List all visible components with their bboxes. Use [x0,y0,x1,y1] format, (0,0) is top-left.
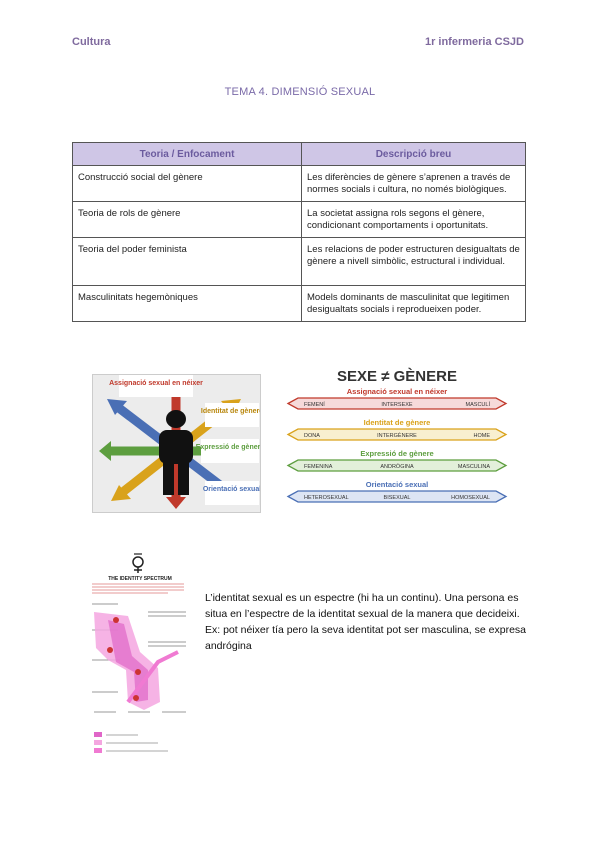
gender-dimensions-figure [92,374,261,513]
column-header-theory: Teoria / Enfocament [73,143,302,166]
table-cell-description: Les diferències de gènere s’aprenen a través de normes socials i cultura, no només biològiques. [302,166,526,202]
label-assigned-sex: Assignació sexual en néixer [109,380,203,387]
table-cell-theory: Teoria del poder feminista [73,238,302,286]
column-header-description: Descripció breu [302,143,526,166]
table-cell-theory: Construcció social del gènere [73,166,302,202]
spectrum-item: DONA [304,433,320,439]
spectrum-bar-title: Assignació sexual en néixer [346,387,448,396]
table-row [73,286,526,322]
label-sexual-orientation: Orientació sexual [202,486,260,493]
spectrum-bar-title: Orientació sexual [365,480,429,489]
identity-paragraph: L’identitat sexual es un espectre (hi ha un continu). Una persona es situa en l’espectre de la identitat sexual de la manera que decideixi. Ex: pot néixer tía pero la seva identitat pot ser masculina, se expresa andrógina [205,592,527,652]
spectrum-bar-title: Expressió de gènere [360,449,434,458]
table-header-row [73,143,526,166]
spectrum-item: HETEROSEXUAL [304,495,349,501]
table-row [73,166,526,202]
spectrum-item: HOMOSEXUAL [451,495,490,501]
table-cell-description: La societat assigna rols segons el gènere, condicionant comportaments i oportunitats. [302,202,526,238]
table-cell-theory: Teoria de rols de gènere [73,202,302,238]
spectrum-item: FEMENÍ [304,402,325,408]
table-row [73,238,526,286]
spectrum-item: MASCULINA [457,464,490,470]
table-cell-description: Les relacions de poder estructuren desigualtats de gènere a nivell simbòlic, estructural i individual. [302,238,526,286]
spectrum-item: MASCULÍ [465,402,490,408]
spectrum-item: INTERGÈNERE [377,433,417,439]
header-course: Cultura [72,36,111,48]
table-cell-description: Models dominants de masculinitat que legitimen desigualtats socials i reprodueixen poder. [302,286,526,322]
theories-table [72,142,526,322]
label-gender-identity: Identitat de gènere [200,408,260,415]
table-cell-theory: Masculinitats hegemòniques [73,286,302,322]
sex-gender-spectrum-figure [286,364,508,514]
spectrum-item: HOME [473,433,490,439]
identity-spectrum-figure [88,552,192,760]
spectrum-item: ANDRÒGINA [380,464,414,470]
spectrum-item: FEMENINA [304,464,333,470]
spectrum-item: BISEXUAL [383,495,411,501]
figure-heading: SEXE ≠ GÈNERE [337,368,457,385]
label-gender-expression: Expressió de gènere [195,444,260,451]
spectrum-title: THE IDENTITY SPECTRUM [108,576,172,582]
spectrum-bar-title: Identitat de gènere [363,418,431,427]
table-row [73,202,526,238]
page-title: TEMA 4. DIMENSIÓ SEXUAL [224,86,376,98]
spectrum-item: INTERSEXE [381,402,413,408]
header-group: 1r infermeria CSJD [424,36,524,48]
